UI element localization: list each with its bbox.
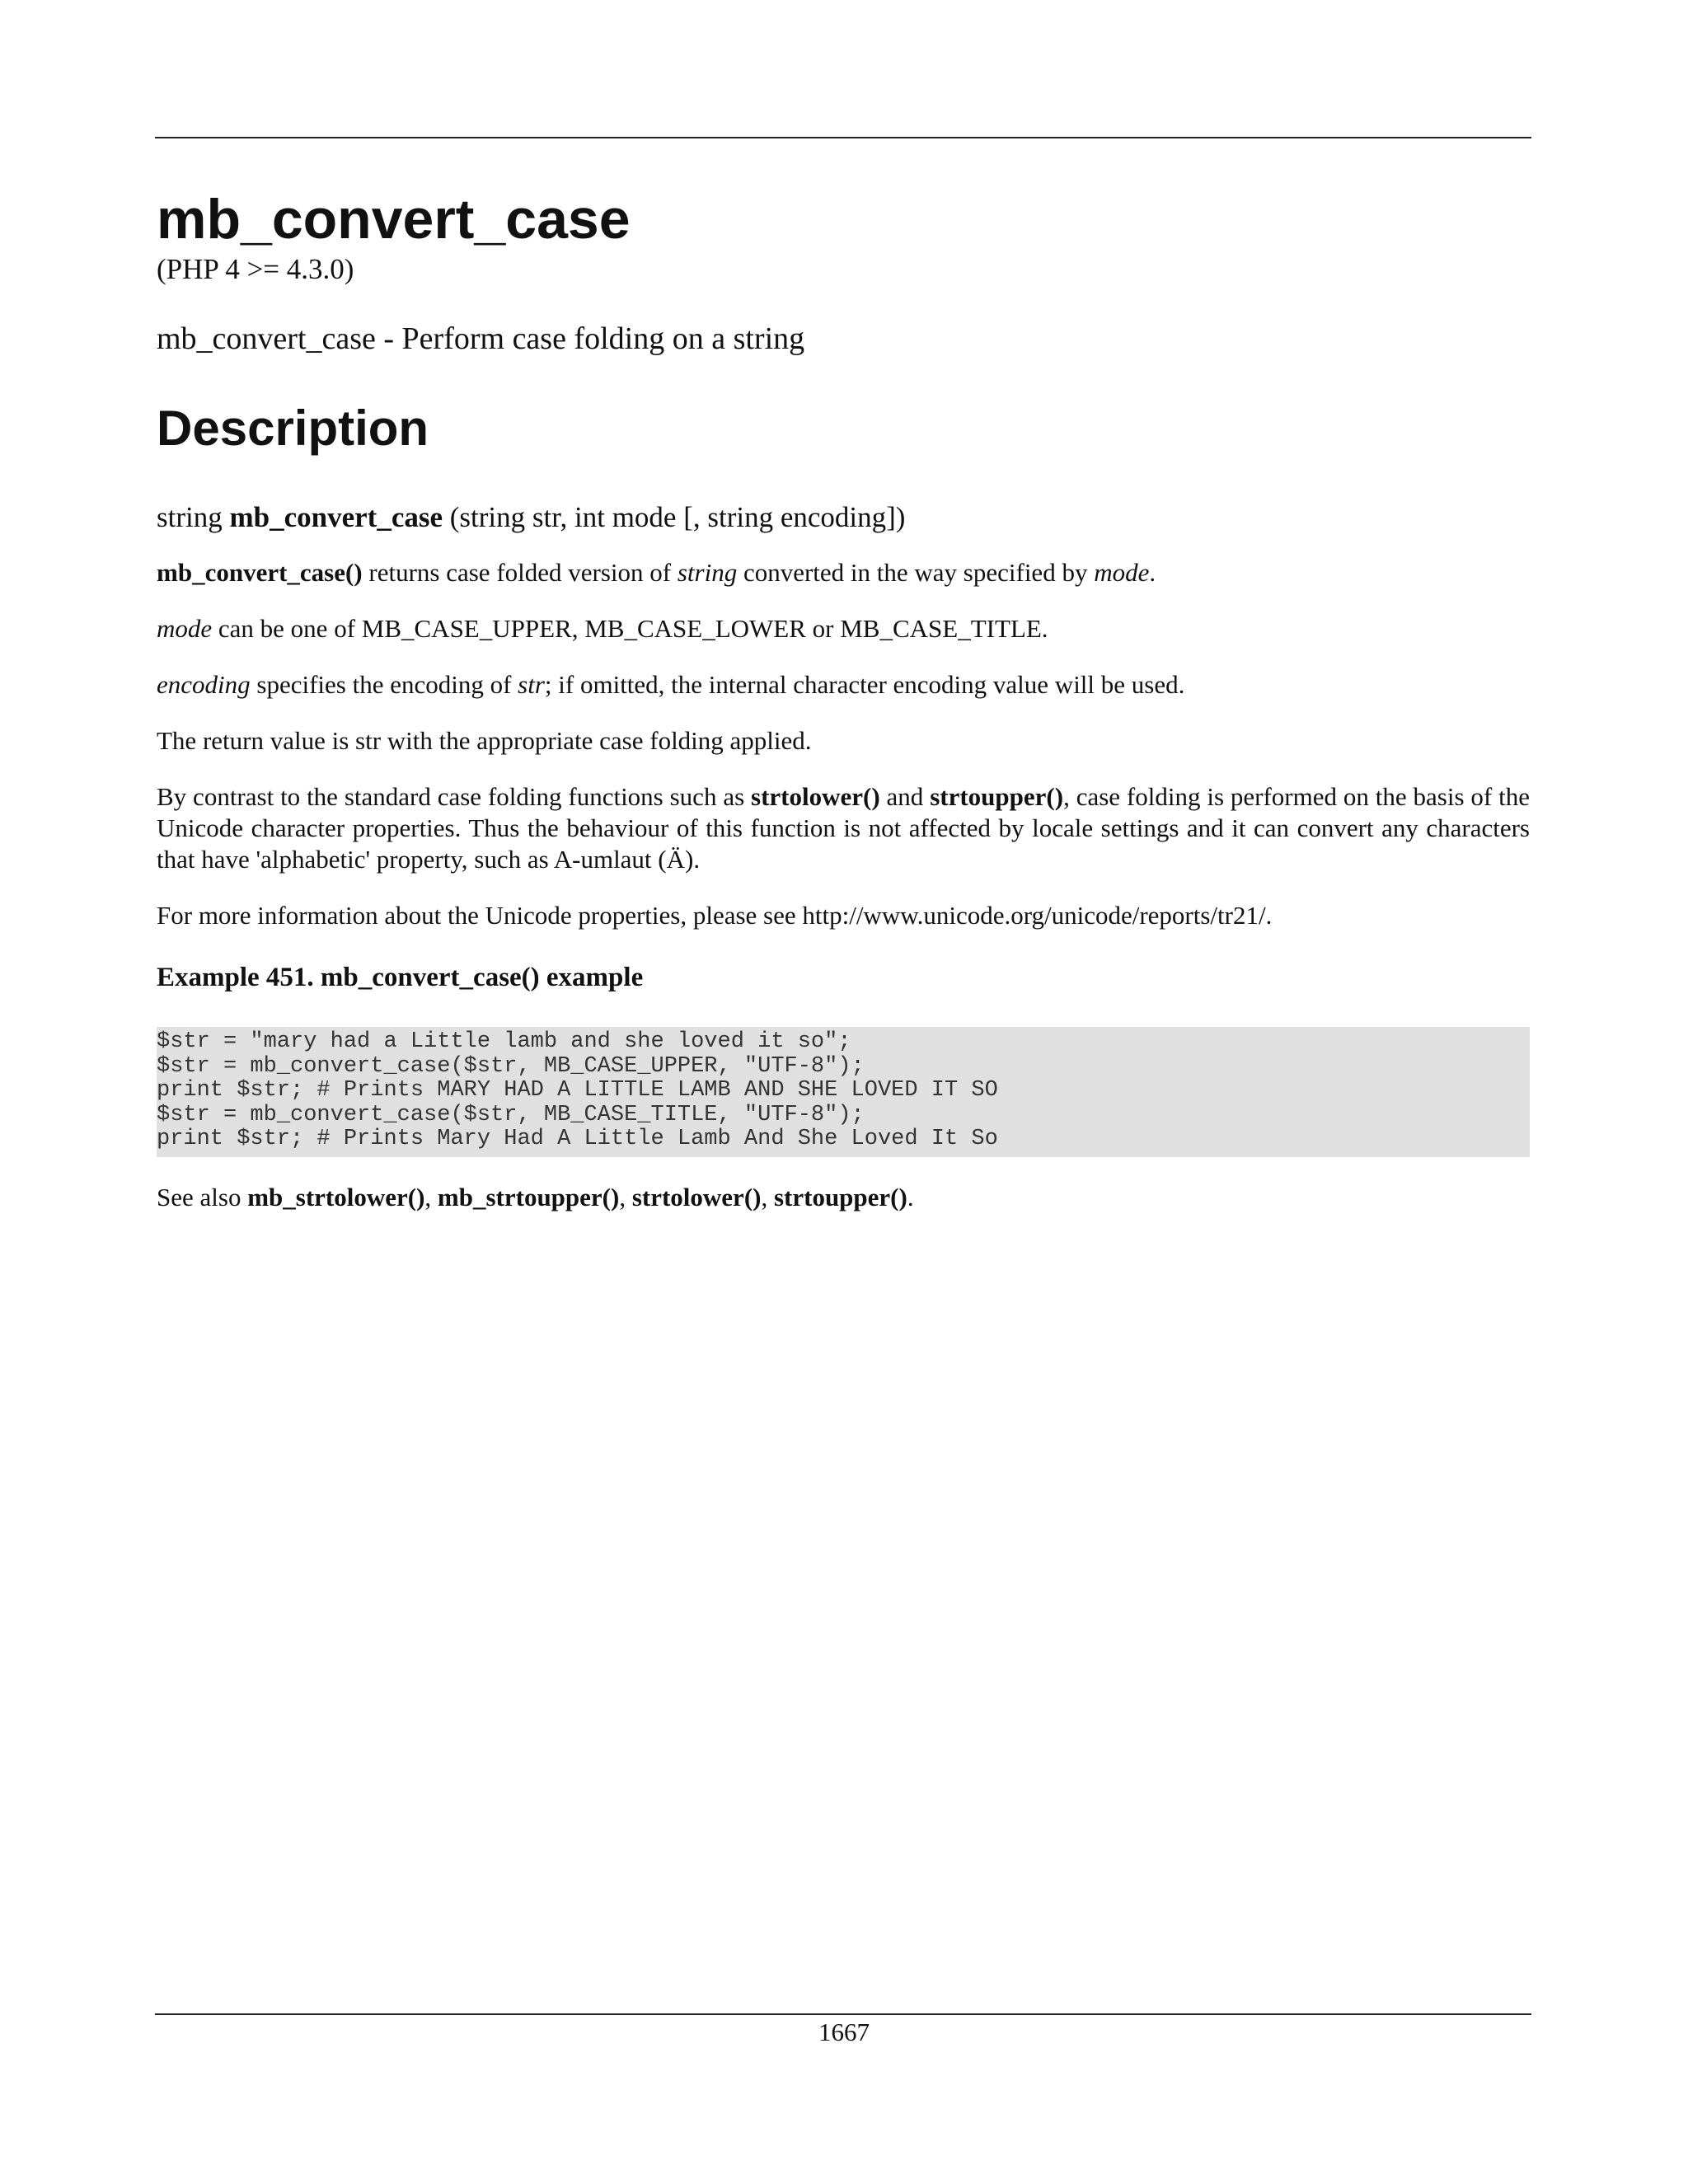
see-also: [157, 1182, 1530, 1213]
description-heading: Description: [157, 401, 429, 456]
para-mode: [157, 613, 1530, 644]
para-text: returns case folded version of: [362, 558, 678, 587]
para-contrast: [157, 781, 1530, 875]
see-also-link[interactable]: strtoupper(): [773, 1182, 907, 1212]
para-text: specifies the encoding of: [250, 670, 518, 699]
para-return-value: The return value is str with the appropriate case folding applied.: [157, 726, 812, 755]
param-ref: encoding: [157, 670, 251, 699]
para-text: ; if omitted, the internal character encoding value will be used.: [544, 670, 1185, 699]
func-ref: mb_convert_case(): [157, 558, 363, 587]
see-also-link[interactable]: mb_strtoupper(): [437, 1182, 620, 1212]
param-ref: mode: [1094, 558, 1150, 587]
synopsis-params: (string str, int mode [, string encoding]): [449, 501, 906, 533]
refname-line: mb_convert_case - Perform case folding on a string: [157, 321, 805, 356]
func-ref: strtoupper(): [930, 782, 1064, 811]
para-encoding: [157, 669, 1530, 701]
param-ref: string: [677, 558, 738, 587]
para-text: converted in the way specified by: [737, 558, 1095, 587]
para-text: can be one of MB_CASE_UPPER, MB_CASE_LOWER or MB_CASE_TITLE.: [212, 614, 1048, 643]
page-number: 1667: [818, 2018, 870, 2046]
para-info: For more information about the Unicode properties, please see http://www.unicode.org/unicode/reports/tr21/.: [157, 901, 1273, 930]
page-title: mb_convert_case: [157, 188, 631, 251]
version-info: (PHP 4 >= 4.3.0): [157, 253, 354, 285]
see-also-label: See also: [157, 1182, 248, 1212]
para-text: By contrast to the standard case folding functions such as: [157, 782, 752, 811]
param-ref: str: [518, 670, 545, 699]
separator: ,: [761, 1182, 774, 1212]
function-synopsis: [157, 499, 1530, 536]
terminal-period: .: [907, 1182, 914, 1212]
page-content: [157, 186, 1530, 1213]
example-title: Example 451. mb_convert_case() example: [157, 963, 644, 992]
return-type: string: [157, 501, 223, 533]
para-returns: [157, 557, 1530, 588]
para-text: .: [1149, 558, 1156, 587]
synopsis-function-name: mb_convert_case: [229, 501, 443, 533]
code-example: $str = "mary had a Little lamb and she loved it so"; $str = mb_convert_case($str, MB_CASE_UPPER, "UTF-8"); print $str; # Prints MARY HAD A LITTLE LAMB AND SHE LOVED IT SO $str = mb_convert_case($str, MB_CASE_TITLE, "UTF-8"); print $str; # Prints Mary Had A Little Lamb And She Loved It So: [157, 1027, 1530, 1157]
para-text: , case folding is performed on the basis of the Unicode character properties. Thus the behaviour of this function is not affected by locale settings and it can convert any characters that have 'alphabetic' property, such as A-umlaut (Ä).: [157, 782, 1530, 874]
see-also-link[interactable]: mb_strtolower(): [247, 1182, 425, 1212]
separator: ,: [619, 1182, 632, 1212]
para-text: and: [879, 782, 931, 811]
separator: ,: [424, 1182, 438, 1212]
func-ref: strtolower(): [751, 782, 880, 811]
header-rule: [155, 137, 1531, 138]
see-also-link[interactable]: strtolower(): [631, 1182, 762, 1212]
param-ref: mode: [157, 614, 213, 643]
